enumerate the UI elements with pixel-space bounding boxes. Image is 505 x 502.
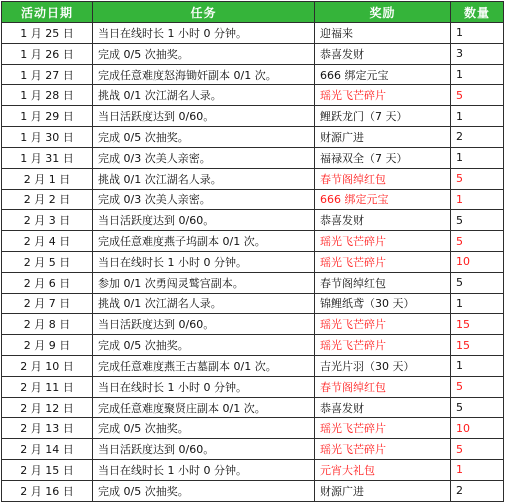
cell-date: 2 月 10 日 — [2, 356, 93, 377]
table-row — [2, 376, 504, 397]
cell-reward: 瑶光飞芒碎片 — [315, 439, 451, 460]
cell-task: 参加 0/1 次勇闯灵鹫宫副本。 — [93, 272, 315, 293]
table-row — [2, 127, 504, 148]
cell-task: 完成 0/5 次抽奖。 — [93, 43, 315, 64]
cell-reward: 财源广进 — [315, 480, 451, 501]
cell-reward: 财源广进 — [315, 127, 451, 148]
table-row — [2, 106, 504, 127]
cell-reward: 锦鲤纸鸢（30 天） — [315, 293, 451, 314]
cell-quantity: 5 — [451, 439, 504, 460]
cell-reward: 元宵大礼包 — [315, 460, 451, 481]
cell-date: 2 月 9 日 — [2, 335, 93, 356]
cell-task: 完成 0/3 次美人亲密。 — [93, 189, 315, 210]
table-row — [2, 460, 504, 481]
cell-quantity: 5 — [451, 231, 504, 252]
cell-reward: 瑶光飞芒碎片 — [315, 314, 451, 335]
cell-date: 1 月 30 日 — [2, 127, 93, 148]
cell-quantity: 5 — [451, 272, 504, 293]
cell-date: 2 月 14 日 — [2, 439, 93, 460]
table-row — [2, 272, 504, 293]
table-row — [2, 293, 504, 314]
cell-date: 2 月 4 日 — [2, 231, 93, 252]
cell-date: 2 月 6 日 — [2, 272, 93, 293]
cell-reward: 恭喜发财 — [315, 43, 451, 64]
header-reward: 奖励 — [315, 2, 451, 23]
cell-reward: 春节阁绰红包 — [315, 272, 451, 293]
header-row — [2, 2, 504, 23]
cell-reward: 瑶光飞芒碎片 — [315, 335, 451, 356]
cell-date: 2 月 8 日 — [2, 314, 93, 335]
cell-task: 当日活跃度达到 0/60。 — [93, 439, 315, 460]
cell-quantity: 1 — [451, 293, 504, 314]
cell-reward: 瑶光飞芒碎片 — [315, 231, 451, 252]
cell-quantity: 1 — [451, 189, 504, 210]
cell-date: 2 月 2 日 — [2, 189, 93, 210]
cell-date: 2 月 13 日 — [2, 418, 93, 439]
cell-quantity: 1 — [451, 147, 504, 168]
cell-quantity: 1 — [451, 460, 504, 481]
cell-task: 当日在线时长 1 小时 0 分钟。 — [93, 251, 315, 272]
cell-quantity: 10 — [451, 418, 504, 439]
cell-quantity: 1 — [451, 356, 504, 377]
cell-reward: 瑶光飞芒碎片 — [315, 418, 451, 439]
table-row — [2, 251, 504, 272]
cell-date: 2 月 12 日 — [2, 397, 93, 418]
cell-date: 1 月 31 日 — [2, 147, 93, 168]
cell-quantity: 1 — [451, 23, 504, 44]
cell-date: 1 月 28 日 — [2, 85, 93, 106]
cell-task: 完成 0/5 次抽奖。 — [93, 127, 315, 148]
cell-task: 当日活跃度达到 0/60。 — [93, 210, 315, 231]
cell-date: 1 月 27 日 — [2, 64, 93, 85]
table-row — [2, 397, 504, 418]
cell-reward: 恭喜发财 — [315, 210, 451, 231]
cell-task: 完成 0/3 次美人亲密。 — [93, 147, 315, 168]
cell-task: 完成任意难度燕王古墓副本 0/1 次。 — [93, 356, 315, 377]
cell-task: 完成任意难度聚贤庄副本 0/1 次。 — [93, 397, 315, 418]
cell-reward: 吉光片羽（30 天） — [315, 356, 451, 377]
cell-date: 1 月 26 日 — [2, 43, 93, 64]
table-row — [2, 64, 504, 85]
table-row — [2, 189, 504, 210]
table-row — [2, 147, 504, 168]
cell-date: 1 月 29 日 — [2, 106, 93, 127]
table-row — [2, 314, 504, 335]
cell-quantity: 5 — [451, 397, 504, 418]
cell-date: 2 月 7 日 — [2, 293, 93, 314]
cell-date: 1 月 25 日 — [2, 23, 93, 44]
header-task: 任务 — [93, 2, 315, 23]
table-row — [2, 418, 504, 439]
cell-reward: 春节阁绰红包 — [315, 376, 451, 397]
cell-task: 挑战 0/1 次江湖名人录。 — [93, 85, 315, 106]
table-row — [2, 43, 504, 64]
cell-quantity: 5 — [451, 168, 504, 189]
table-row — [2, 85, 504, 106]
table-body — [2, 23, 504, 502]
table-row — [2, 210, 504, 231]
cell-quantity: 5 — [451, 210, 504, 231]
cell-quantity: 15 — [451, 335, 504, 356]
cell-quantity: 5 — [451, 85, 504, 106]
cell-task: 完成 0/5 次抽奖。 — [93, 418, 315, 439]
table-row — [2, 231, 504, 252]
cell-task: 当日在线时长 1 小时 0 分钟。 — [93, 23, 315, 44]
cell-date: 2 月 3 日 — [2, 210, 93, 231]
cell-date: 2 月 11 日 — [2, 376, 93, 397]
cell-task: 完成 0/5 次抽奖。 — [93, 480, 315, 501]
cell-task: 当日活跃度达到 0/60。 — [93, 314, 315, 335]
cell-reward: 瑶光飞芒碎片 — [315, 85, 451, 106]
table-row — [2, 335, 504, 356]
cell-quantity: 1 — [451, 64, 504, 85]
cell-reward: 福禄双全（7 天） — [315, 147, 451, 168]
cell-quantity: 2 — [451, 480, 504, 501]
header-quantity: 数量 — [451, 2, 504, 23]
cell-task: 完成任意难度燕子坞副本 0/1 次。 — [93, 231, 315, 252]
cell-date: 2 月 15 日 — [2, 460, 93, 481]
cell-task: 完成任意难度怒海锄奸副本 0/1 次。 — [93, 64, 315, 85]
cell-task: 当日活跃度达到 0/60。 — [93, 106, 315, 127]
table-row — [2, 480, 504, 501]
cell-quantity: 1 — [451, 106, 504, 127]
cell-task: 挑战 0/1 次江湖名人录。 — [93, 293, 315, 314]
table-row — [2, 439, 504, 460]
cell-task: 当日在线时长 1 小时 0 分钟。 — [93, 376, 315, 397]
cell-task: 当日在线时长 1 小时 0 分钟。 — [93, 460, 315, 481]
table-row — [2, 356, 504, 377]
cell-quantity: 3 — [451, 43, 504, 64]
cell-reward: 鲤跃龙门（7 天） — [315, 106, 451, 127]
cell-quantity: 5 — [451, 376, 504, 397]
header-date: 活动日期 — [2, 2, 93, 23]
cell-reward: 瑶光飞芒碎片 — [315, 251, 451, 272]
cell-quantity: 10 — [451, 251, 504, 272]
cell-reward: 迎福来 — [315, 23, 451, 44]
table-row — [2, 168, 504, 189]
reward-schedule-table — [1, 1, 504, 502]
cell-quantity: 15 — [451, 314, 504, 335]
cell-quantity: 2 — [451, 127, 504, 148]
cell-task: 完成 0/5 次抽奖。 — [93, 335, 315, 356]
cell-reward: 666 绑定元宝 — [315, 64, 451, 85]
table-row — [2, 23, 504, 44]
reward-schedule-sheet — [1, 1, 504, 502]
cell-reward: 666 绑定元宝 — [315, 189, 451, 210]
cell-date: 2 月 5 日 — [2, 251, 93, 272]
cell-task: 挑战 0/1 次江湖名人录。 — [93, 168, 315, 189]
cell-reward: 恭喜发财 — [315, 397, 451, 418]
cell-reward: 春节阁绰红包 — [315, 168, 451, 189]
cell-date: 2 月 16 日 — [2, 480, 93, 501]
cell-date: 2 月 1 日 — [2, 168, 93, 189]
table-header — [2, 2, 504, 23]
